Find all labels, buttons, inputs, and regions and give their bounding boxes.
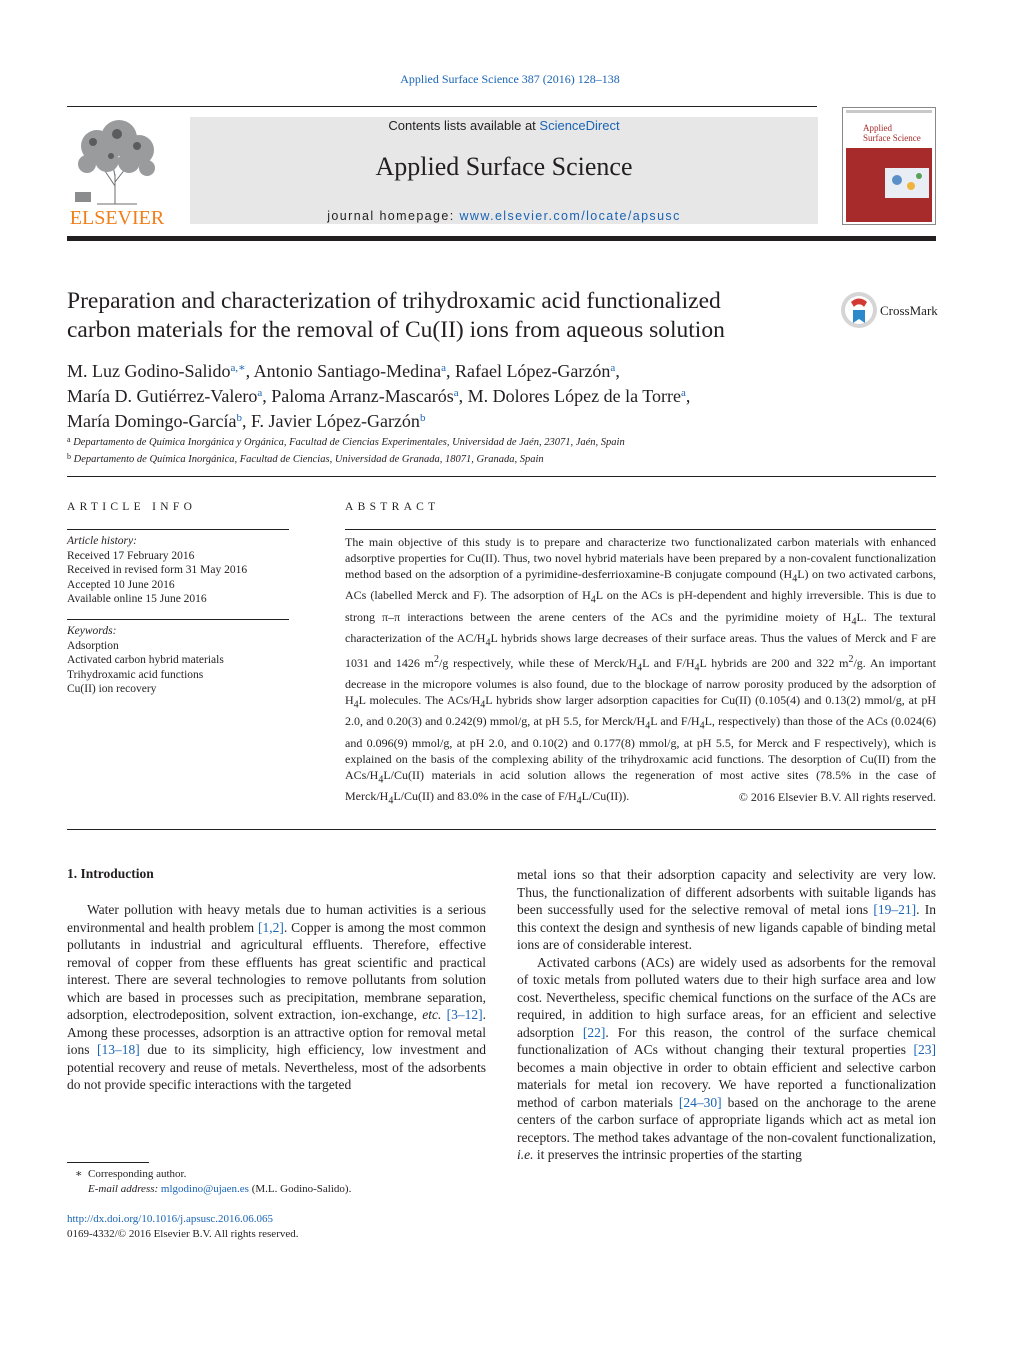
author-name: Rafael López-Garzón: [455, 361, 611, 381]
keyword-item: Activated carbon hybrid materials: [67, 654, 224, 666]
affiliation-a: $^a$ Departamento de Química Inorgánica y Orgánica, Facultad de Ciencias Experimentales, Universidad de Jaén, 23071, Jaén, Spain: [67, 435, 625, 448]
author-name: María Domingo-García: [67, 411, 237, 431]
author-affiliation-marker[interactable]: a: [610, 362, 616, 374]
author-affiliation-marker[interactable]: b: [236, 412, 242, 424]
keyword-item: Adsorption: [67, 639, 119, 652]
citation-link[interactable]: [1,2]: [257, 919, 284, 935]
doi-block: [67, 1212, 486, 1241]
keyword-item: Cu(II) ion recovery: [67, 683, 157, 695]
abstract-text: The main objective of this study is to prepare and characterize two functionalizated carbon materials with enhanced adsorptive properties for Cu(II). Thus, two novel hybrid materials have been prepared by a non-covalent functionalization method based on the adsorption of a pyrimidine-desferrioxamine-B conjugate compound $(H_4L)$ on two activated carbons, ACs (labelled Merck and F). The adsorption of $H_4L$ on the ACs is pH-dependent and highly irreversible. This is due to strong π–π interactions between the arene centers of the ACs and the pyrimidine moiety of $H_4L$. The textural characterization of the $AC/H_4L$ hybrids shows large decreases of their surface areas. Thus the values of Merck and F are 1031 and 1426 $m^2/g$ respectively, while these of Merck/$H_4L$ and $F/H_4L$ hybrids are 200 and 322 $m^2/g$. An important decrease in the micropore volumes is also found, due to the blockage of narrow porosity produced by the adsorption of $H_4L$ molecules. The ACs/$H_4L$ hybrids show larger adsorption capacities for Cu(II) (0.105(4) and 0.13(2) mmol/g, at pH 2.0, and 0.20(3) and 0.242(9) mmol/g, at pH 5.5, for Merck/$H_4L$ and $F/H_4L$, respectively) than those of the ACs (0.024(6) and 0.096(9) mmol/g, at pH 2.0, and 0.10(2) and 0.177(8) mmol/g, at pH 5.5, for Merck and F respectively), which is explained on the basis of the complexing ability of the trihydroxamic acid functions. The desorption of Cu(II) from the ACs/$H_4L/Cu(II)$ materials in acid solution allows the regeneration of most active sites (78.5% in the case of Merck/$H_4L/Cu(II)$ and 83.0% in the case of $F/H_4L/Cu(II)$).: [345, 535, 937, 807]
body-column-left: [67, 901, 486, 1094]
contents-prefix: Contents lists available at: [388, 118, 540, 133]
abstract-copyright: © 2016 Elsevier B.V. All rights reserved.: [738, 790, 936, 804]
issn-line: 0169-4332/© 2016 Elsevier B.V. All rights reserved.: [67, 1227, 299, 1240]
citation-link[interactable]: [3–12]: [446, 1007, 483, 1022]
paragraph: Water pollution with heavy metals due to human activities is a serious environmental and health problem [1,2]. Copper is among the most common pollutants in industrial and agricultural effluents. Therefore, effective removal of copper from these effluents has great scientific and practical interest. There are several technologies to remove pollutants from solution which are based in processes such as precipitation, membrane separation, adsorption, electrodeposition, solvent extraction, ion-exchange, etc. [3–12]. Among these processes, adsorption is an attractive option for removal metal ions [13–18] due to its simplicity, high efficiency, low investment and potential recovery and reuse of metals. Nevertheless, most of the adsorbents do not provide specific interactions with the targeted: [67, 902, 487, 1092]
title-line-2: carbon materials for the removal of Cu(II) ions from aqueous solution: [67, 317, 725, 343]
elsevier-logo: [67, 116, 167, 228]
footnote-rule: [67, 1162, 149, 1163]
author-name: M. Dolores López de la Torre: [467, 386, 681, 406]
homepage-link[interactable]: www.elsevier.com/locate/apsusc: [459, 209, 681, 223]
svg-text:Surface Science: Surface Science: [863, 133, 921, 143]
elsevier-tree-icon: [67, 116, 167, 228]
contents-line: [190, 118, 818, 133]
journal-cover-thumbnail[interactable]: [842, 107, 936, 225]
history-item: Received in revised form 31 May 2016: [67, 564, 248, 576]
history-item: Received 17 February 2016: [67, 549, 195, 562]
author-name: Antonio Santiago-Medina: [253, 361, 442, 381]
author-affiliation-marker[interactable]: a: [680, 387, 686, 399]
abstract-heading: ABSTRACT: [345, 501, 440, 513]
abstract-rule: [345, 529, 936, 530]
corresponding-author-footnote: [67, 1167, 486, 1196]
crossmark-badge[interactable]: [840, 289, 940, 331]
article-title: [67, 287, 827, 345]
author-line-3: María Domingo-García$^b$, F. Javier López-Garzón$^b$: [67, 411, 426, 431]
article-info-heading: ARTICLE INFO: [67, 501, 197, 513]
journal-citation-link[interactable]: Applied Surface Science 387 (2016) 128–138: [400, 72, 620, 86]
body-column-right: [517, 866, 936, 1164]
keywords-rule: [67, 619, 289, 620]
author-affiliation-marker[interactable]: a: [257, 387, 263, 399]
author-name: Paloma Arranz-Mascarós: [271, 386, 454, 406]
cover-image-icon: [843, 108, 935, 224]
author-list: [67, 357, 827, 432]
history-item: Available online 15 June 2016: [67, 593, 207, 605]
crossmark-icon: [840, 289, 940, 331]
citation-link[interactable]: [24–30]: [678, 1094, 722, 1110]
footnote-email: E-mail address: mlgodino@ujaen.es (M.L. Godino-Salido).: [88, 1182, 352, 1195]
citation-link[interactable]: [23]: [913, 1042, 936, 1057]
homepage-line: [190, 209, 818, 223]
article-history: [67, 534, 289, 607]
history-item: Accepted 10 June 2016: [67, 578, 175, 591]
author-name: F. Javier López-Garzón: [250, 411, 420, 431]
affiliation-rule: [67, 476, 936, 477]
section-heading-introduction: 1. Introduction: [67, 866, 154, 881]
abstract-end-rule: [67, 829, 936, 830]
citation-link[interactable]: [19–21]: [873, 902, 917, 917]
footnote-corr: ∗ Corresponding author.: [75, 1168, 187, 1180]
doi-link[interactable]: http://dx.doi.org/10.1016/j.apsusc.2016.06.065: [67, 1213, 274, 1225]
author-line-2: María D. Gutiérrez-Valero$^a$, Paloma Arranz-Mascarós$^a$, M. Dolores López de la Torre$^a$,: [67, 386, 691, 406]
journal-title: Applied Surface Science: [375, 152, 633, 181]
author-affiliation-marker[interactable]: a: [441, 362, 446, 374]
svg-text:ELSEVIER: ELSEVIER: [69, 207, 165, 228]
author-name: M. Luz Godino-Salido: [67, 361, 231, 381]
top-rule: [67, 106, 817, 107]
citation-link[interactable]: [22]: [582, 1024, 606, 1040]
keyword-item: Trihydroxamic acid functions: [67, 668, 204, 681]
keywords-label: Keywords:: [67, 625, 117, 637]
author-affiliation-marker[interactable]: b: [419, 412, 426, 424]
history-label: Article history:: [67, 535, 137, 547]
affiliations: [67, 433, 927, 467]
author-affiliation-marker[interactable]: a: [453, 387, 459, 399]
sciencedirect-link[interactable]: ScienceDirect: [539, 118, 620, 133]
author-line-1: M. Luz Godino-Salido$^{a,∗}$, Antonio Santiago-Medina$^a$, Rafael López-Garzón$^a$,: [67, 361, 620, 381]
homepage-prefix: journal homepage:: [327, 209, 460, 223]
keywords: [67, 624, 289, 697]
paragraph: Activated carbons (ACs) are widely used as adsorbents for the removal of toxic metals from polluted waters due to their high surface area and low cost. Nevertheless, specific chemical functions on the surface of the ACs are required, in addition to high surface areas, for an efficient and selective adsorption [22]. For this reason, the control of the surface chemical functionalization of ACs without changing their textural properties [23] becomes a main objective in order to obtain efficient and selective carbon materials for metal ion recovery. We have reported a functionalization method of carbon materials [24–30] based on the anchorage to the arene centers of the carbon surface of appropriate ligands which act as metal ion receptors. The method takes advantage of the non-covalent functionalization, i.e. it preserves the intrinsic properties of the starting: [517, 954, 936, 1162]
paragraph: metal ions so that their adsorption capacity and selectivity are very low. Thus, the functionalization of different adsorbents with suitable ligands has been successfully used for the selective removal of metal ions [19–21]. In this context the design and synthesis of new ligands capable of binding metal ions are of considerable interest.: [517, 867, 937, 952]
author-name: María D. Gutiérrez-Valero: [67, 386, 258, 406]
title-line-1: Preparation and characterization of trihydroxamic acid functionalized: [67, 288, 721, 314]
email-link[interactable]: mlgodino@ujaen.es: [160, 1182, 249, 1195]
header-thick-rule: [67, 236, 936, 241]
article-info-rule: [67, 529, 289, 530]
svg-text:Applied: Applied: [863, 123, 892, 133]
svg-text:CrossMark: CrossMark: [880, 303, 938, 318]
citation-link[interactable]: [13–18]: [97, 1042, 140, 1057]
affiliation-b: $^b$ Departamento de Química Inorgánica, Facultad de Ciencias, Universidad de Granada, 18071, Granada, Spain: [67, 452, 544, 465]
author-affiliation-marker[interactable]: a,∗: [230, 362, 246, 374]
